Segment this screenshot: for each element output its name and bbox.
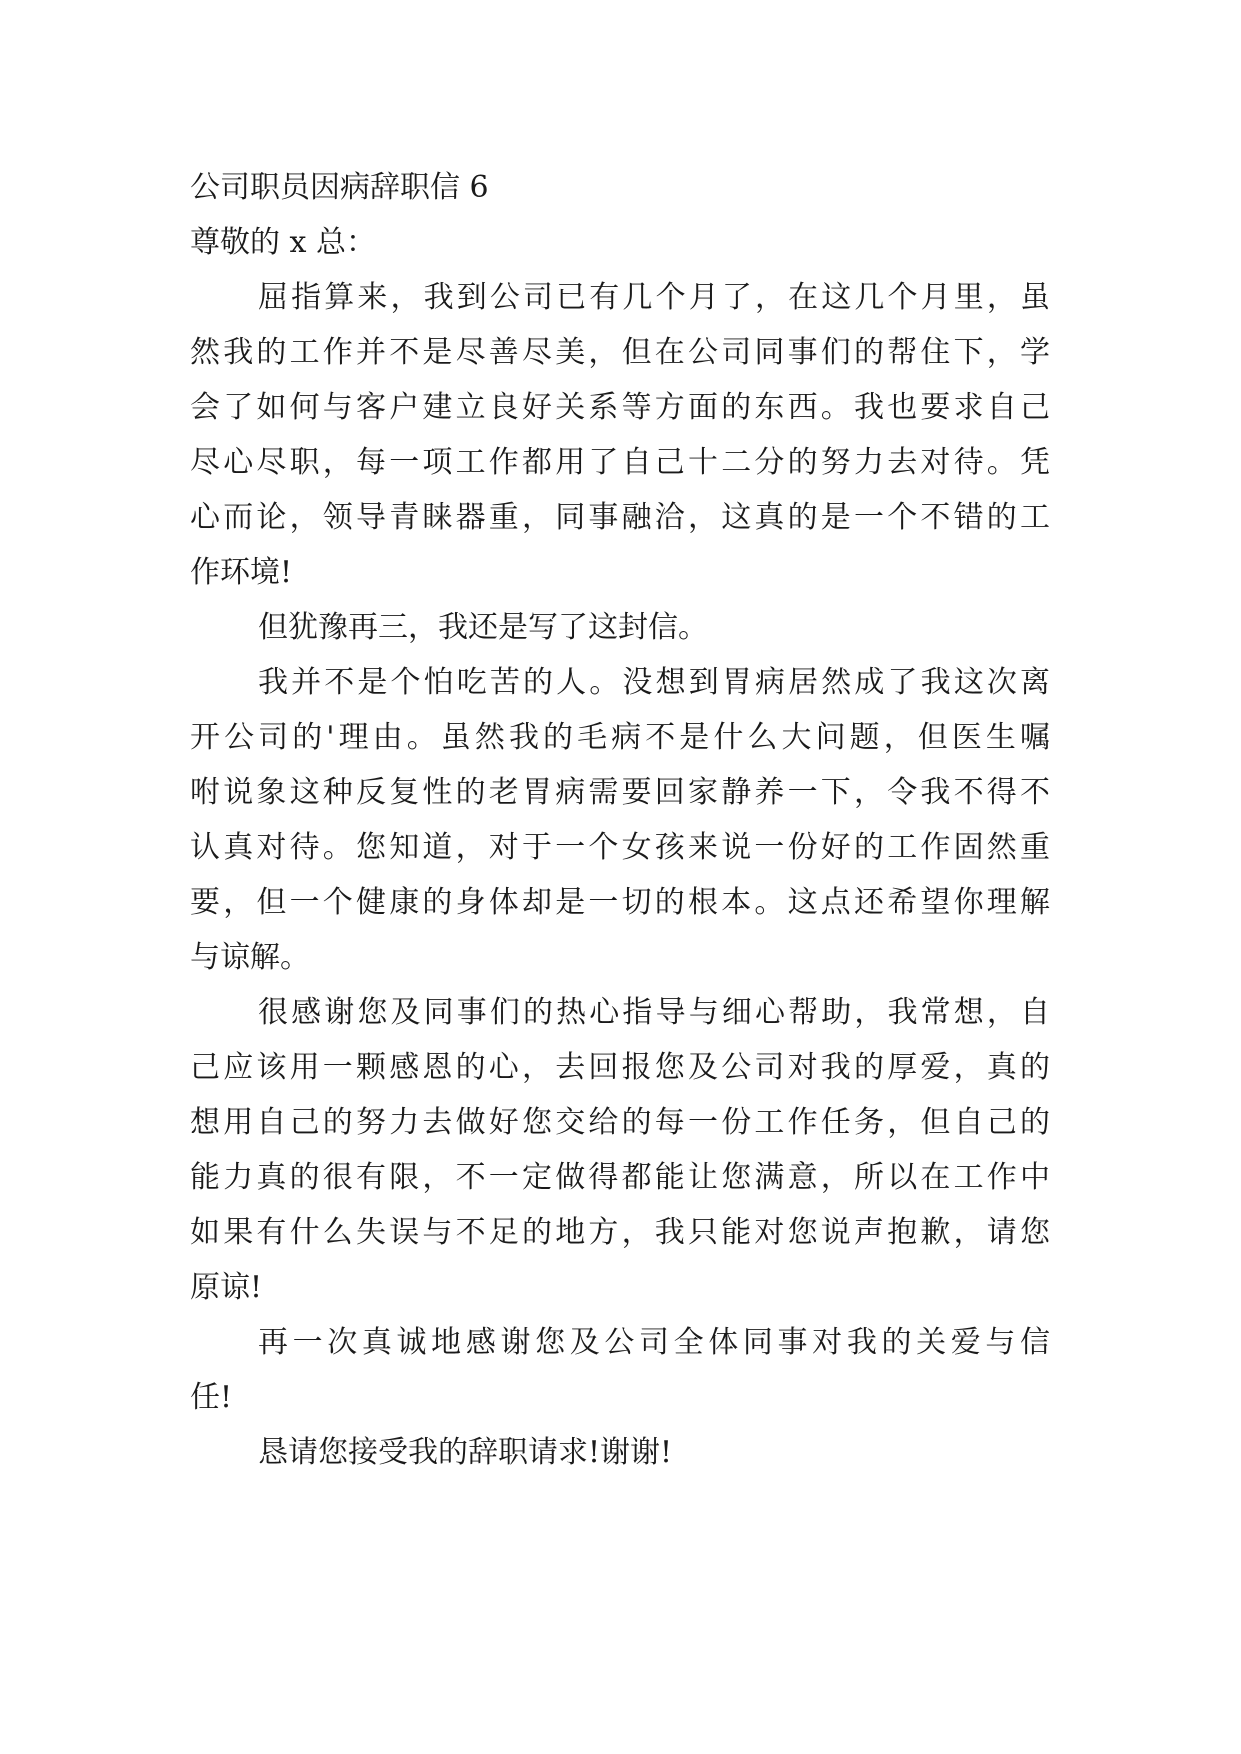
paragraph-line: 恳请您接受我的辞职请求!谢谢!: [258, 1435, 673, 1470]
paragraph-line: 会了如何与客户建立良好关系等方面的东西。我也要求自己: [190, 390, 1050, 425]
paragraph-3: [190, 655, 1050, 985]
letter-title: 公司职员因病辞职信 6: [190, 170, 489, 205]
paragraph-line: 任!: [190, 1380, 233, 1415]
paragraph-2: [190, 600, 1050, 655]
paragraph-line: 与谅解。: [190, 940, 310, 975]
paragraph-line: 己应该用一颗感恩的心，去回报您及公司对我的厚爱，真的: [190, 1050, 1050, 1085]
paragraph-line: 尽心尽职，每一项工作都用了自己十二分的努力去对待。凭: [190, 445, 1050, 480]
paragraph-line: 认真对待。您知道，对于一个女孩来说一份好的工作固然重: [190, 830, 1050, 865]
paragraph-line: 我并不是个怕吃苦的人。没想到胃病居然成了我这次离: [258, 665, 1050, 700]
paragraph-line: 想用自己的努力去做好您交给的每一份工作任务，但自己的: [190, 1105, 1050, 1140]
paragraph-5: [190, 1315, 1050, 1425]
paragraph-4: [190, 985, 1050, 1315]
paragraph-line: 如果有什么失误与不足的地方，我只能对您说声抱歉，请您: [190, 1215, 1050, 1250]
paragraph-line: 但犹豫再三，我还是写了这封信。: [258, 610, 708, 645]
paragraph-6: [190, 1425, 1050, 1480]
paragraph-line: 心而论，领导青睐器重，同事融洽，这真的是一个不错的工: [190, 500, 1050, 535]
paragraph-line: 再一次真诚地感谢您及公司全体同事对我的关爱与信: [258, 1325, 1050, 1360]
paragraph-1: [190, 270, 1050, 600]
paragraph-line: 作环境!: [190, 555, 293, 590]
paragraph-line: 开公司的'理由。虽然我的毛病不是什么大问题，但医生嘱: [190, 720, 1050, 755]
paragraph-line: 要，但一个健康的身体却是一切的根本。这点还希望你理解: [190, 885, 1050, 920]
letter-body: [190, 160, 1050, 1480]
paragraph-line: 屈指算来，我到公司已有几个月了，在这几个月里，虽: [258, 280, 1050, 315]
letter-salutation: 尊敬的 x 总：: [190, 225, 376, 260]
paragraph-line: 很感谢您及同事们的热心指导与细心帮助，我常想，自: [258, 995, 1050, 1030]
paragraph-line: 能力真的很有限，不一定做得都能让您满意，所以在工作中: [190, 1160, 1050, 1195]
paragraph-line: 然我的工作并不是尽善尽美，但在公司同事们的帮住下，学: [190, 335, 1050, 370]
paragraph-line: 原谅!: [190, 1270, 263, 1305]
paragraph-line: 咐说象这种反复性的老胃病需要回家静养一下，令我不得不: [190, 775, 1050, 810]
